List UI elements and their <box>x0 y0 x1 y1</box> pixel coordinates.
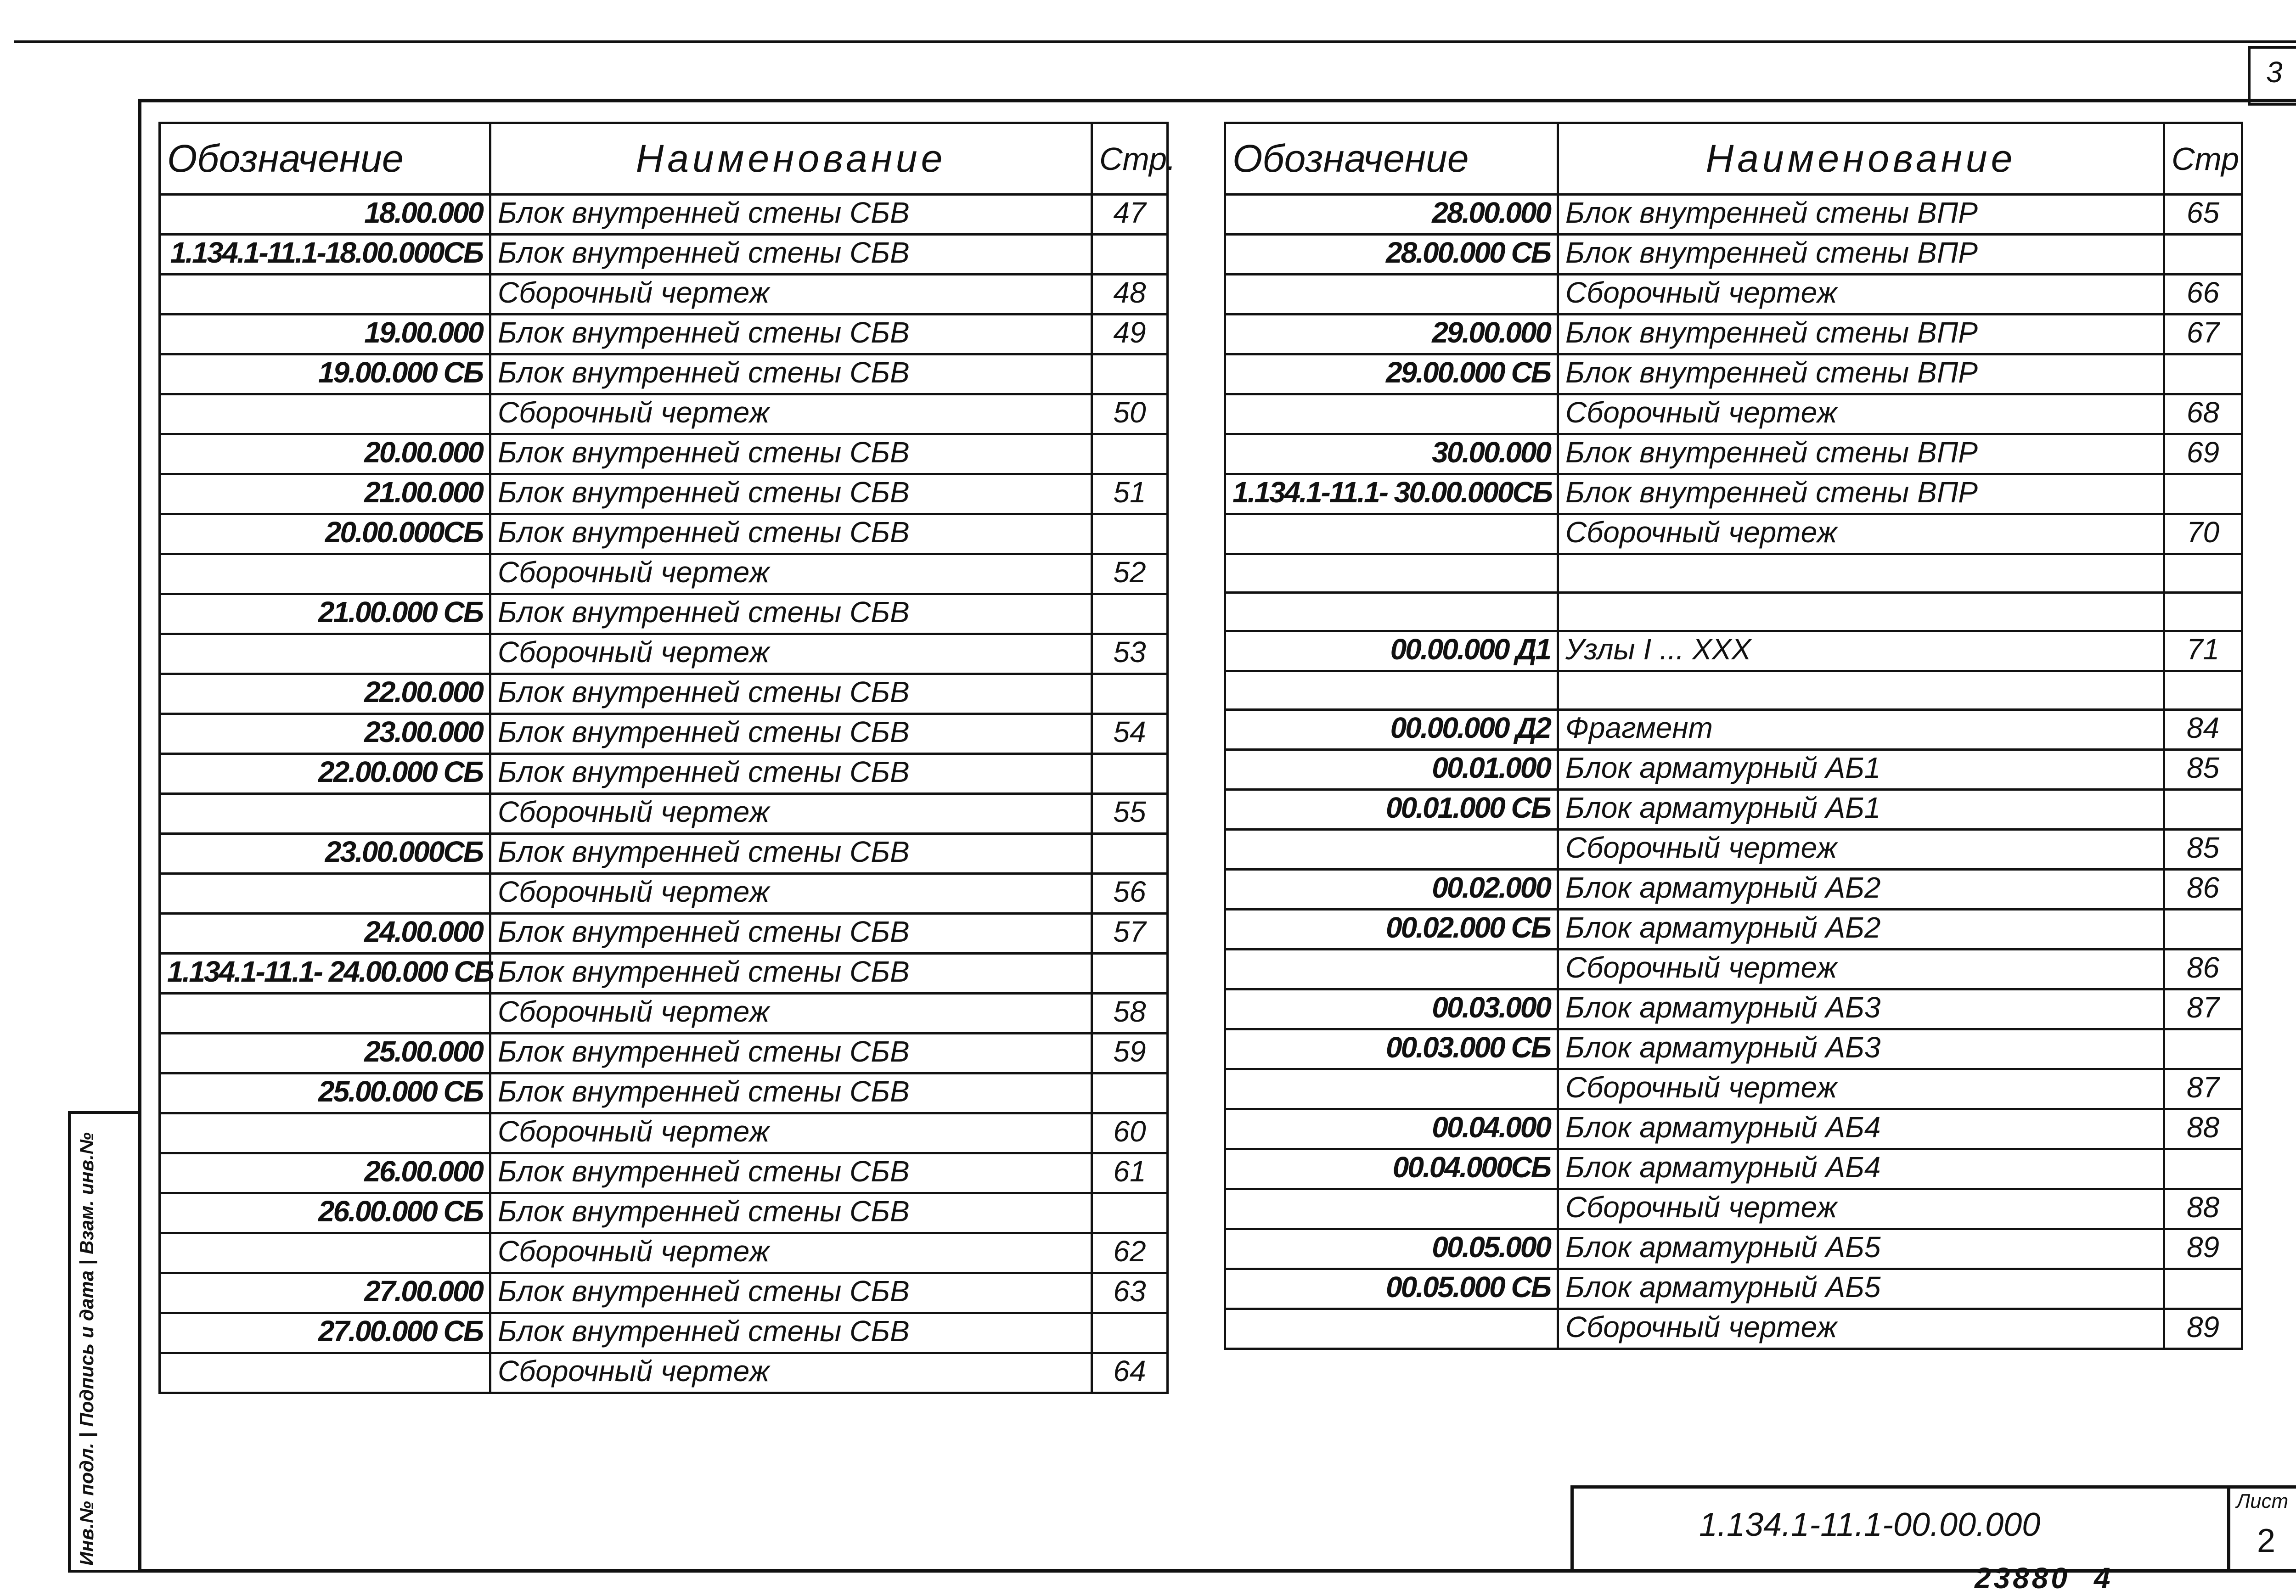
right-cell-code <box>1225 950 1558 989</box>
right-cell-name: Блок арматурный АБ4 <box>1558 1109 2164 1149</box>
left-cell-name: Сборочный чертеж <box>490 1113 1092 1153</box>
left-cell-page: 56 <box>1092 874 1168 914</box>
left-cell-code: 26.00.000 <box>160 1153 490 1193</box>
left-table-row <box>160 954 1168 994</box>
right-table-row <box>1225 275 2242 315</box>
right-cell-name: Сборочный чертеж <box>1558 514 2164 554</box>
right-cell-page <box>2164 474 2242 514</box>
right-table-row <box>1225 315 2242 354</box>
left-cell-page <box>1092 954 1168 994</box>
right-cell-name: Сборочный чертеж <box>1558 275 2164 315</box>
left-cell-code <box>160 1113 490 1153</box>
right-cell-code: 00.05.000 СБ <box>1225 1269 1558 1309</box>
left-table-row <box>160 315 1168 354</box>
left-cell-name: Сборочный чертеж <box>490 794 1092 834</box>
left-cell-page: 55 <box>1092 794 1168 834</box>
right-cell-page <box>2164 593 2242 631</box>
left-table-row <box>160 1193 1168 1233</box>
right-cell-code <box>1225 394 1558 434</box>
left-cell-code: 27.00.000 <box>160 1273 490 1313</box>
right-cell-page <box>2164 910 2242 950</box>
right-cell-name: Блок арматурный АБ2 <box>1558 870 2164 910</box>
right-cell-page: 87 <box>2164 989 2242 1029</box>
left-table-row <box>160 554 1168 594</box>
left-cell-page <box>1092 1073 1168 1113</box>
right-cell-page: 70 <box>2164 514 2242 554</box>
left-table-row <box>160 1073 1168 1113</box>
right-cell-name: Блок внутренней стены ВПР <box>1558 354 2164 394</box>
left-cell-code: 27.00.000 СБ <box>160 1313 490 1353</box>
left-cell-name: Блок внутренней стены СБВ <box>490 914 1092 954</box>
right-cell-code: 1.134.1-11.1- 30.00.000СБ <box>1225 474 1558 514</box>
left-cell-page <box>1092 594 1168 634</box>
right-cell-code: 00.04.000СБ <box>1225 1149 1558 1189</box>
left-cell-name: Сборочный чертеж <box>490 994 1092 1034</box>
left-cell-name: Сборочный чертеж <box>490 1353 1092 1393</box>
left-header-page: Стр. <box>1092 123 1168 195</box>
left-cell-code <box>160 1353 490 1393</box>
left-table-row <box>160 794 1168 834</box>
left-cell-name: Блок внутренней стены СБВ <box>490 1193 1092 1233</box>
right-cell-code <box>1225 514 1558 554</box>
left-table-row <box>160 1153 1168 1193</box>
left-cell-page: 49 <box>1092 315 1168 354</box>
right-cell-name: Сборочный чертеж <box>1558 1189 2164 1229</box>
right-cell-code: 00.03.000 СБ <box>1225 1029 1558 1069</box>
right-cell-code <box>1225 1069 1558 1109</box>
right-cell-page: 86 <box>2164 950 2242 989</box>
left-cell-page: 62 <box>1092 1233 1168 1273</box>
left-cell-page <box>1092 354 1168 394</box>
right-cell-name: Сборочный чертеж <box>1558 1309 2164 1349</box>
right-cell-name: Сборочный чертеж <box>1558 950 2164 989</box>
right-table-body <box>1225 195 2242 1349</box>
right-header-code: Обозначение <box>1225 123 1558 195</box>
left-table-row <box>160 394 1168 434</box>
left-cell-page <box>1092 235 1168 275</box>
left-cell-code: 21.00.000 <box>160 474 490 514</box>
right-cell-code: 00.03.000 <box>1225 989 1558 1029</box>
left-cell-code: 20.00.000СБ <box>160 514 490 554</box>
left-table-row <box>160 1313 1168 1353</box>
right-spec-table <box>1224 122 2243 1350</box>
right-cell-code <box>1225 1309 1558 1349</box>
left-table-header-row <box>160 123 1168 195</box>
right-cell-code <box>1225 1189 1558 1229</box>
right-header-page: Стр <box>2164 123 2242 195</box>
left-header-name: Наименование <box>490 123 1092 195</box>
right-table-row <box>1225 1029 2242 1069</box>
left-cell-page: 60 <box>1092 1113 1168 1153</box>
right-cell-code: 28.00.000 <box>1225 195 1558 235</box>
left-table-row <box>160 1273 1168 1313</box>
left-cell-page <box>1092 754 1168 794</box>
right-cell-name: Сборочный чертеж <box>1558 1069 2164 1109</box>
left-cell-code: 25.00.000 СБ <box>160 1073 490 1113</box>
right-cell-code: 00.00.000 Д2 <box>1225 710 1558 750</box>
right-cell-page: 67 <box>2164 315 2242 354</box>
left-cell-page: 48 <box>1092 275 1168 315</box>
left-cell-page: 53 <box>1092 634 1168 674</box>
right-cell-code <box>1225 830 1558 870</box>
left-cell-page <box>1092 434 1168 474</box>
right-cell-code <box>1225 671 1558 710</box>
right-table-row <box>1225 195 2242 235</box>
right-cell-name: Блок внутренней стены ВПР <box>1558 315 2164 354</box>
left-cell-name: Блок внутренней стены СБВ <box>490 1273 1092 1313</box>
right-cell-code: 00.04.000 <box>1225 1109 1558 1149</box>
left-cell-code: 25.00.000 <box>160 1034 490 1073</box>
left-cell-code: 18.00.000 <box>160 195 490 235</box>
right-cell-name: Блок внутренней стены ВПР <box>1558 195 2164 235</box>
left-cell-code <box>160 634 490 674</box>
left-spec-table <box>158 122 1176 1394</box>
right-table-row <box>1225 989 2242 1029</box>
right-table-row <box>1225 354 2242 394</box>
left-cell-code: 19.00.000 <box>160 315 490 354</box>
left-cell-name: Блок внутренней стены СБВ <box>490 674 1092 714</box>
left-table-row <box>160 1113 1168 1153</box>
left-cell-page: 52 <box>1092 554 1168 594</box>
archive-sheet: 4 <box>2094 1562 2113 1595</box>
left-cell-name: Блок внутренней стены СБВ <box>490 235 1092 275</box>
left-cell-page: 59 <box>1092 1034 1168 1073</box>
left-table-row <box>160 674 1168 714</box>
right-cell-name: Блок арматурный АБ3 <box>1558 989 2164 1029</box>
right-cell-page <box>2164 1269 2242 1309</box>
right-table-row <box>1225 474 2242 514</box>
left-table-row <box>160 434 1168 474</box>
left-cell-code <box>160 554 490 594</box>
top-edge-line <box>14 40 2296 43</box>
archive-number: 23880 <box>1975 1562 2070 1595</box>
left-cell-code: 26.00.000 СБ <box>160 1193 490 1233</box>
right-cell-page <box>2164 554 2242 593</box>
left-cell-code: 20.00.000 <box>160 434 490 474</box>
left-cell-code: 22.00.000 <box>160 674 490 714</box>
right-cell-page <box>2164 790 2242 830</box>
right-cell-page: 86 <box>2164 870 2242 910</box>
right-cell-name: Блок арматурный АБ2 <box>1558 910 2164 950</box>
left-cell-code <box>160 1233 490 1273</box>
left-cell-code: 24.00.000 <box>160 914 490 954</box>
document-designation: 1.134.1-11.1-00.00.000 <box>1699 1506 2041 1543</box>
right-table-row <box>1225 1309 2242 1349</box>
left-cell-name: Блок внутренней стены СБВ <box>490 315 1092 354</box>
left-cell-name: Сборочный чертеж <box>490 554 1092 594</box>
left-table-row <box>160 834 1168 874</box>
right-cell-page: 89 <box>2164 1309 2242 1349</box>
right-table-row <box>1225 750 2242 790</box>
left-cell-name: Сборочный чертеж <box>490 874 1092 914</box>
left-cell-name: Блок внутренней стены СБВ <box>490 434 1092 474</box>
sheet-label: Лист <box>2236 1490 2289 1512</box>
left-table-row <box>160 514 1168 554</box>
left-table-body <box>160 195 1168 1393</box>
right-cell-code: 00.05.000 <box>1225 1229 1558 1269</box>
right-cell-name: Блок арматурный АБ1 <box>1558 750 2164 790</box>
right-cell-name: Блок внутренней стены ВПР <box>1558 235 2164 275</box>
left-cell-name: Блок внутренней стены СБВ <box>490 714 1092 754</box>
right-table-row <box>1225 434 2242 474</box>
left-cell-code <box>160 994 490 1034</box>
right-cell-code: 29.00.000 СБ <box>1225 354 1558 394</box>
right-table-row <box>1225 1229 2242 1269</box>
left-cell-code: 1.134.1-11.1- 24.00.000 СБ <box>160 954 490 994</box>
left-cell-name: Сборочный чертеж <box>490 275 1092 315</box>
left-table-row <box>160 474 1168 514</box>
left-cell-name: Сборочный чертеж <box>490 634 1092 674</box>
left-cell-name: Блок внутренней стены СБВ <box>490 834 1092 874</box>
left-cell-code: 23.00.000СБ <box>160 834 490 874</box>
right-cell-code <box>1225 554 1558 593</box>
right-cell-code: 28.00.000 СБ <box>1225 235 1558 275</box>
right-cell-page: 65 <box>2164 195 2242 235</box>
left-cell-name: Блок внутренней стены СБВ <box>490 1313 1092 1353</box>
left-cell-code: 1.134.1-11.1-18.00.000СБ <box>160 235 490 275</box>
right-cell-name: Узлы I ... XXX <box>1558 631 2164 671</box>
left-header-code: Обозначение <box>160 123 490 195</box>
left-cell-name: Сборочный чертеж <box>490 394 1092 434</box>
right-cell-page <box>2164 1029 2242 1069</box>
right-table-row <box>1225 830 2242 870</box>
right-table-row <box>1225 790 2242 830</box>
left-cell-page <box>1092 834 1168 874</box>
left-table-row <box>160 594 1168 634</box>
right-cell-page: 85 <box>2164 750 2242 790</box>
right-cell-code: 00.02.000 СБ <box>1225 910 1558 950</box>
left-table-row <box>160 994 1168 1034</box>
left-cell-page: 50 <box>1092 394 1168 434</box>
right-table-row <box>1225 593 2242 631</box>
right-table-row <box>1225 1109 2242 1149</box>
right-header-name: Наименование <box>1558 123 2164 195</box>
right-table-row <box>1225 1069 2242 1109</box>
right-cell-page: 88 <box>2164 1109 2242 1149</box>
left-cell-name: Блок внутренней стены СБВ <box>490 354 1092 394</box>
left-cell-page: 54 <box>1092 714 1168 754</box>
right-cell-name <box>1558 554 2164 593</box>
right-cell-code <box>1225 275 1558 315</box>
right-cell-name: Блок арматурный АБ5 <box>1558 1269 2164 1309</box>
right-cell-page: 88 <box>2164 1189 2242 1229</box>
right-cell-code: 00.02.000 <box>1225 870 1558 910</box>
left-table-row <box>160 634 1168 674</box>
left-cell-name: Блок внутренней стены СБВ <box>490 1034 1092 1073</box>
right-table-row <box>1225 554 2242 593</box>
right-cell-page: 89 <box>2164 1229 2242 1269</box>
left-cell-name: Блок внутренней стены СБВ <box>490 514 1092 554</box>
right-cell-name <box>1558 593 2164 631</box>
right-cell-code: 00.01.000 <box>1225 750 1558 790</box>
left-cell-name: Сборочный чертеж <box>490 1233 1092 1273</box>
left-table-row <box>160 914 1168 954</box>
left-table-row <box>160 874 1168 914</box>
left-cell-code <box>160 794 490 834</box>
left-table-row <box>160 235 1168 275</box>
left-cell-page <box>1092 514 1168 554</box>
left-cell-page: 47 <box>1092 195 1168 235</box>
right-table-row <box>1225 710 2242 750</box>
left-cell-code <box>160 394 490 434</box>
left-cell-page: 64 <box>1092 1353 1168 1393</box>
right-table-row <box>1225 394 2242 434</box>
right-cell-name: Блок арматурный АБ1 <box>1558 790 2164 830</box>
right-cell-page: 66 <box>2164 275 2242 315</box>
right-table-row <box>1225 514 2242 554</box>
right-cell-page: 68 <box>2164 394 2242 434</box>
right-cell-code: 00.01.000 СБ <box>1225 790 1558 830</box>
right-cell-page <box>2164 235 2242 275</box>
left-table-row <box>160 754 1168 794</box>
left-cell-name: Блок внутренней стены СБВ <box>490 1073 1092 1113</box>
right-table-row <box>1225 1149 2242 1189</box>
right-cell-page <box>2164 1149 2242 1189</box>
right-table-row <box>1225 870 2242 910</box>
right-table-row <box>1225 1269 2242 1309</box>
left-table-row <box>160 1233 1168 1273</box>
left-cell-page: 61 <box>1092 1153 1168 1193</box>
right-cell-page: 69 <box>2164 434 2242 474</box>
left-cell-page: 63 <box>1092 1273 1168 1313</box>
left-cell-name: Блок внутренней стены СБВ <box>490 594 1092 634</box>
left-cell-page <box>1092 674 1168 714</box>
right-cell-code: 29.00.000 <box>1225 315 1558 354</box>
left-table-row <box>160 275 1168 315</box>
page-number: 3 <box>2266 56 2283 89</box>
left-cell-code: 19.00.000 СБ <box>160 354 490 394</box>
right-table-row <box>1225 910 2242 950</box>
left-cell-name: Блок внутренней стены СБВ <box>490 954 1092 994</box>
left-cell-page: 57 <box>1092 914 1168 954</box>
right-cell-page: 85 <box>2164 830 2242 870</box>
left-cell-page: 58 <box>1092 994 1168 1034</box>
right-cell-name: Блок арматурный АБ3 <box>1558 1029 2164 1069</box>
left-cell-name: Блок внутренней стены СБВ <box>490 195 1092 235</box>
right-cell-name: Блок арматурный АБ5 <box>1558 1229 2164 1269</box>
right-cell-code: 00.00.000 Д1 <box>1225 631 1558 671</box>
left-cell-name: Блок внутренней стены СБВ <box>490 1153 1092 1193</box>
left-cell-code: 21.00.000 СБ <box>160 594 490 634</box>
left-cell-code <box>160 275 490 315</box>
left-table-row <box>160 1034 1168 1073</box>
left-table-row <box>160 714 1168 754</box>
right-cell-page <box>2164 671 2242 710</box>
left-cell-code: 22.00.000 СБ <box>160 754 490 794</box>
right-table-row <box>1225 631 2242 671</box>
right-cell-page: 87 <box>2164 1069 2242 1109</box>
right-cell-name: Фрагмент <box>1558 710 2164 750</box>
right-cell-page: 84 <box>2164 710 2242 750</box>
right-table-row <box>1225 1189 2242 1229</box>
right-table-row <box>1225 950 2242 989</box>
right-table-row <box>1225 671 2242 710</box>
right-cell-code: 30.00.000 <box>1225 434 1558 474</box>
right-cell-name: Блок внутренней стены ВПР <box>1558 474 2164 514</box>
left-table-row <box>160 1353 1168 1393</box>
left-cell-page: 51 <box>1092 474 1168 514</box>
right-cell-page <box>2164 354 2242 394</box>
right-cell-name: Сборочный чертеж <box>1558 830 2164 870</box>
left-table-row <box>160 354 1168 394</box>
right-table-header-row <box>1225 123 2242 195</box>
left-cell-code <box>160 874 490 914</box>
right-cell-name: Блок внутренней стены ВПР <box>1558 434 2164 474</box>
left-cell-page <box>1092 1193 1168 1233</box>
left-cell-page <box>1092 1313 1168 1353</box>
sheet-number: 2 <box>2257 1523 2276 1559</box>
right-cell-name: Блок арматурный АБ4 <box>1558 1149 2164 1189</box>
left-cell-name: Блок внутренней стены СБВ <box>490 754 1092 794</box>
left-cell-name: Блок внутренней стены СБВ <box>490 474 1092 514</box>
left-table-row <box>160 195 1168 235</box>
side-stamp-text: Инв.№ подл. | Подпись и дата | Взам. инв.№ <box>76 1132 97 1566</box>
right-table-row <box>1225 235 2242 275</box>
right-cell-code <box>1225 593 1558 631</box>
right-cell-name: Сборочный чертеж <box>1558 394 2164 434</box>
left-cell-code: 23.00.000 <box>160 714 490 754</box>
right-cell-page: 71 <box>2164 631 2242 671</box>
right-cell-name <box>1558 671 2164 710</box>
